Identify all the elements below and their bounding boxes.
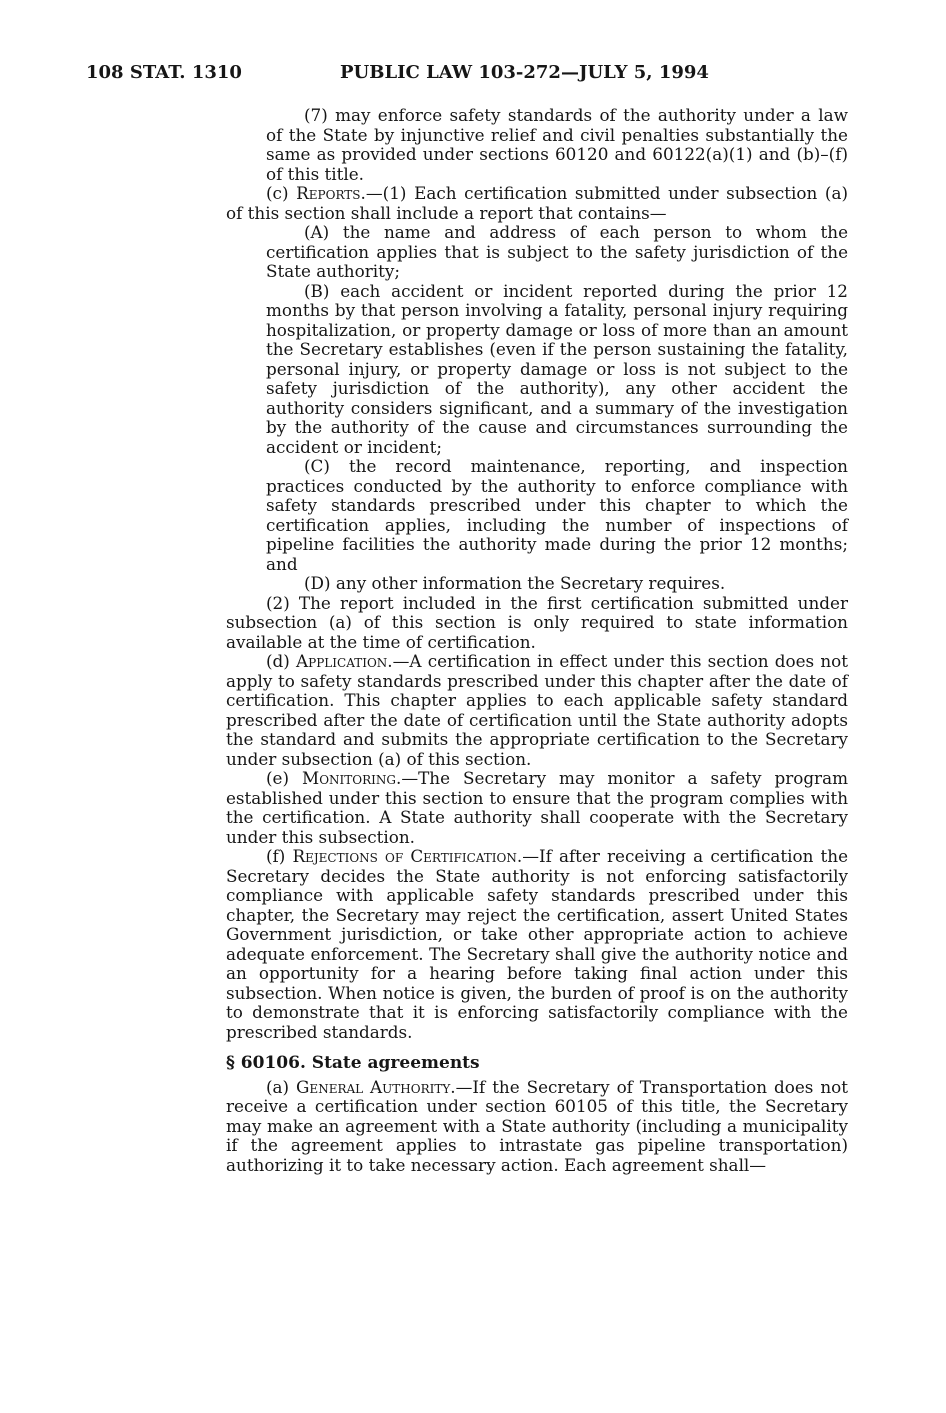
subparagraph-d: (D) any other information the Secretary requires. xyxy=(304,573,726,593)
subsection-f-label: (f) xyxy=(266,846,293,866)
subsection-e-label: (e) xyxy=(266,768,303,788)
section-a-label: (a) xyxy=(266,1076,297,1097)
subsection-e xyxy=(226,769,848,847)
section-subsection-a xyxy=(226,1078,848,1176)
subparagraph-b: (B) each accident or incident reported during the prior 12 months by that person involving a fatality, personal injury requiring hospitalization, or property damage or loss of more than an amount the Secretary establishes (even if the person sustaining the fatality, personal injury, or property damage or loss is not subject to the safety jurisdiction of the authority), any other accident the authority considers significant, and a summary of the investigation by the authority of the cause and circumstances surrounding the accident or incident; xyxy=(266,280,848,457)
subparagraph-c: (C) the record maintenance, reporting, and inspection practices conducted by the authority to enforce compliance with safety standards prescribed under this chapter to which the certification applies, including the number of inspections of pipeline facilities the authority made during the prior 12 months; and xyxy=(266,456,848,574)
running-head xyxy=(86,62,866,88)
subsection-c xyxy=(226,184,848,223)
subsection-f-text: —If after receiving a certification the Secretary decides the State authority is not enforcing satisfactorily compliance with applicable safety standards prescribed under this chapter, the Secretary may reject the certification, assert United States Government jurisdiction, or take other appropriate action to achieve adequate enforcement. The Secretary shall give the authority notice and an opportunity for a hearing before taking final action under this subsection. When notice is given, the burden of proof is on the authority to demonstrate that it is enforcing satisfactorily compliance with the prescribed standards. xyxy=(226,846,849,1042)
subsection-c-label: (c) xyxy=(266,183,297,203)
law-title: PUBLIC LAW 103-272—JULY 5, 1994 xyxy=(340,62,709,83)
subsection-d-text: —A certification in effect under this section does not apply to safety standards prescribed under this chapter after the date of certification. This chapter applies to each applicable safety standard prescribed after the date of certification until the State authority adopts the standard and submits the appropriate certification to the Secretary under subsection (a) of this section. xyxy=(226,651,849,769)
subsection-d-label: (d) xyxy=(266,651,297,671)
subsection-d xyxy=(226,652,848,769)
subparagraph-a: (A) the name and address of each person to whom the certification applies that is subject to the safety jurisdiction of the State authority; xyxy=(266,222,848,281)
subsection-e-heading: Monitoring. xyxy=(302,768,402,788)
page-id: 108 STAT. 1310 xyxy=(86,62,242,83)
section-a-heading: General Authority. xyxy=(296,1076,456,1097)
section-heading: § 60106. State agreements xyxy=(226,1053,480,1073)
paragraph-c2: (2) The report included in the first certification submitted under subsection (a) of this section is only required to state information available at the time of certification. xyxy=(226,592,848,652)
subsection-f-heading: Rejections of Certification. xyxy=(292,846,523,866)
subsection-c-text: —(1) Each certification submitted under subsection (a) of this section shall include a report that contains— xyxy=(226,183,848,223)
body-text xyxy=(226,106,848,1175)
subsection-f xyxy=(226,847,848,1042)
subsection-e-text: —The Secretary may monitor a safety program established under this section to ensure that the program complies with the certification. A State authority shall cooperate with the Secretary under this subsection. xyxy=(226,768,848,847)
subsection-c-heading: Reports. xyxy=(296,183,366,203)
paragraph-7: (7) may enforce safety standards of the authority under a law of the State by injunctive relief and civil penalties substantially the same as provided under sections 60120 and 60122(a)(1) and (b)–(f) of this title. xyxy=(266,105,848,184)
section-a-text: —If the Secretary of Transportation does not receive a certification under section 60105 of this title, the Secretary may make an agreement with a State authority (including a municipality if the agreement applies to intrastate gas pipeline transportation) authorizing it to take necessary action. Each agreement shall— xyxy=(226,1076,848,1175)
subsection-d-heading: Application. xyxy=(296,651,393,671)
